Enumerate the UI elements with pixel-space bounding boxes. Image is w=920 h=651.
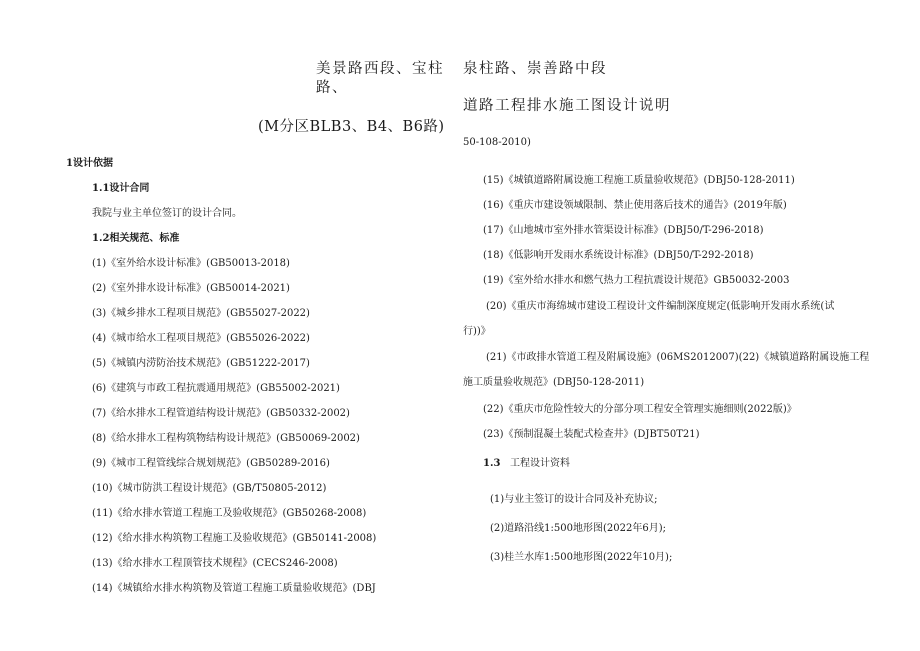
standard-item: (22)《重庆市危险性较大的分部分项工程安全管理实施细则(2022版)》 — [483, 404, 797, 415]
section-1-2-heading: 1.2相关规范、标准 — [92, 233, 180, 244]
standard-item: (10)《城市防洪工程设计规范》(GB/T50805-2012) — [92, 483, 327, 494]
section-1-3-number: 1.3 — [483, 458, 501, 469]
standard-item: (4)《城市给水工程项目规范》(GB55026-2022) — [92, 333, 310, 344]
title-subtitle: (M分区BLB3、B4、B6路) — [258, 119, 445, 135]
data-item: (1)与业主签订的设计合同及补充协议; — [490, 494, 658, 505]
standard-item: (9)《城市工程管线综合规划规范》(GB50289-2016) — [92, 458, 330, 469]
standard-item: (23)《预制混凝土装配式检查井》(DJBT50T21) — [483, 429, 700, 440]
data-item: (3)桂兰水库1:500地形图(2022年10月); — [490, 552, 673, 563]
standard-item: (14)《城镇给水排水构筑物及管道工程施工质量验收规范》(DBJ — [92, 583, 376, 594]
standard-item: (7)《给水排水工程管道结构设计规范》(GB50332-2002) — [92, 408, 350, 419]
standard-item: (20)《重庆市海绵城市建设工程设计文件编制深度规定(低影响开发雨水系统(试 — [486, 301, 835, 312]
contract-text: 我院与业主单位签订的设计合同。 — [92, 208, 242, 219]
standard-item: (13)《给水排水工程顶管技术规程》(CECS246-2008) — [92, 558, 338, 569]
standard-item: (8)《给水排水工程构筑物结构设计规范》(GB50069-2002) — [92, 433, 360, 444]
standard-item: (12)《给水排水构筑物工程施工及验收规范》(GB50141-2008) — [92, 533, 377, 544]
standard-item: (15)《城镇道路附属设施工程施工质量验收规范》(DBJ50-128-2011) — [483, 175, 795, 186]
standard-item: (19)《室外给水排水和燃气热力工程抗震设计规范》GB50032-2003 — [483, 275, 790, 286]
standard-item: (1)《室外给水设计标准》(GB50013-2018) — [92, 258, 290, 269]
title-left-line1: 美景路西段、宝柱 — [316, 61, 444, 77]
section-1-heading: 1设计依据 — [66, 158, 113, 169]
section-1-1-heading: 1.1设计合同 — [92, 183, 150, 194]
title-left-wrap: 路、 — [316, 80, 348, 96]
standard-item: (2)《室外排水设计标准》(GB50014-2021) — [92, 283, 290, 294]
standard-item: (6)《建筑与市政工程抗震通用规范》(GB55002-2021) — [92, 383, 340, 394]
standard-item: (21)《市政排水管道工程及附属设施》(06MS2012007)(22)《城镇道路附属设施工程 — [486, 352, 870, 363]
standard-item-continuation: 施工质量验收规范》(DBJ50-128-2011) — [463, 377, 645, 388]
standard-item: (3)《城乡排水工程项目规范》(GB55027-2022) — [92, 308, 310, 319]
standard-item: (17)《山地城市室外排水管渠设计标准》(DBJ50/T-296-2018) — [483, 225, 764, 236]
standard-item: (11)《给水排水管道工程施工及验收规范》(GB50268-2008) — [92, 508, 367, 519]
data-item: (2)道路沿线1:500地形图(2022年6月); — [490, 523, 666, 534]
section-1-3-label: 工程设计资料 — [510, 458, 570, 469]
standard-item: (16)《重庆市建设领域限制、禁止使用落后技术的通告》(2019年版) — [483, 200, 787, 211]
standard-item-continuation: 行))》 — [463, 326, 491, 337]
standard-item: (5)《城镇内涝防治技术规范》(GB51222-2017) — [92, 358, 310, 369]
title-right-line1: 泉柱路、崇善路中段 — [463, 61, 607, 77]
title-right-line2: 道路工程排水施工图设计说明 — [463, 98, 671, 114]
standard-item: (18)《低影响开发雨水系统设计标准》(DBJ50/T-292-2018) — [483, 250, 754, 261]
continued-fragment: 50-108-2010) — [463, 137, 531, 148]
